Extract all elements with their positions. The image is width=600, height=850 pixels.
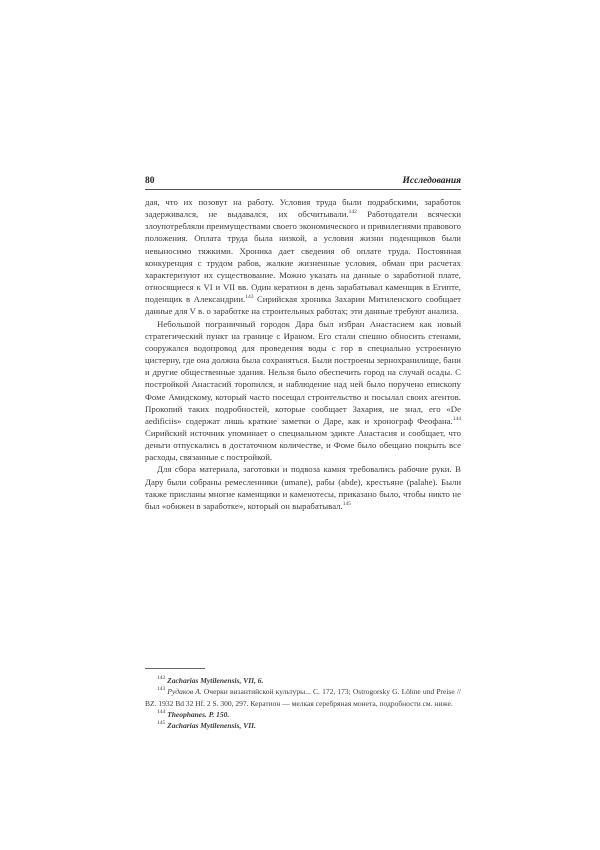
footnote-ref-145[interactable]: 145 — [342, 500, 351, 507]
header-rule — [145, 189, 461, 190]
footnotes — [145, 675, 461, 731]
footnote: $^{144}$ Theophanes. P. 150. — [157, 708, 230, 719]
footnote: $^{143}$ Рудаков А. Очерки византийской культуры... С. 172, 173; Ostrogorsky G. Löhne und Preise // BZ. 1932 Bd 32 Hf. 2 S. 300, 297. Кератион — мелкая серебряная монета, подробности см. ниже. — [145, 686, 461, 708]
running-header — [145, 176, 461, 186]
footnote: $^{142}$ Zacharias Mytilenensis, VII, 6. — [157, 675, 264, 685]
footnote-rule — [145, 668, 205, 669]
footnote-ref-144[interactable]: 144 — [452, 415, 461, 422]
paragraph-2: Небольшой пограничный городок Дара был избран Анастасием как новый стратегический пункт на границе с Ираном. Его стали спешно обносить стенами, сооружался водопровод для проведения воды с гор в специально устроенную цистерну, где она должна была сохраняться. Были построены зернохранилище, бани и другие общественные здания. Нельзя было обеспечить город на случай осады. С постройкой Анастасий торопился, и наблюдение над ней было поручено епископу Фоме Амидскому, который часто посещал строительство и посылал своих агентов. Прокопий таких подробностей, которые сообщает Захария, не знал, его «De aedificiis» содержат лишь краткие заметки о Даре, как и хронограф Феофана.$^{144}$ Сирийский источник упоминает о специальном эдикте Анастасия и сообщает, что деньги отпускались в достаточном количестве, и Фоме было обещано покрыть все расходы, связанные с постройкой. — [145, 318, 461, 463]
footnote: $^{145}$ Zacharias Mytilenensis, VII. — [157, 720, 256, 731]
main-text — [145, 196, 461, 512]
paragraph-1: дая, что их позовут на работу. Условия труда были подрабскими, заработок задерживался, не выдавался, их обсчитывали.$^{142}$ Работодатели всячески злоупотребляли преимуществами своего экономического и привилегиями правового положения. Оплата труда была низкой, а условия жизни поденщиков были невыносимо тяжкими. Хроника дает сведения об оплате труда. Постоянная конкуренция с трудом рабов, жалкие жизненные условия, обман при расчетах характеризуют их существование. Можно указать на данные о заработной плате, относящиеся к VI и VII вв. Один кератион в день зарабатывал каменщик в Египте, поденщик в Александрии.$^{143}$ Сирийская хроника Захарии Митиленского сообщает данные для V в. о заработке на строительных работах; эти данные требуют анализа. — [145, 197, 461, 317]
paragraph-3: Для сбора материала, заготовки и подвоза камня требовались рабочие руки. В Дару были собраны ремесленники (umane), рабы (abde), крестьяне (palahe). Были также присланы многие каменщики и каменотесы, приказано было, чтобы никто не был «обижен в заработке», который он вырабатывал.$^{145}$ — [145, 464, 461, 511]
page-number: 80 — [145, 176, 155, 186]
footnote-ref-142[interactable]: 142 — [348, 209, 357, 216]
section-title: Исследования — [402, 176, 461, 186]
footnote-ref-143[interactable]: 143 — [245, 294, 254, 301]
